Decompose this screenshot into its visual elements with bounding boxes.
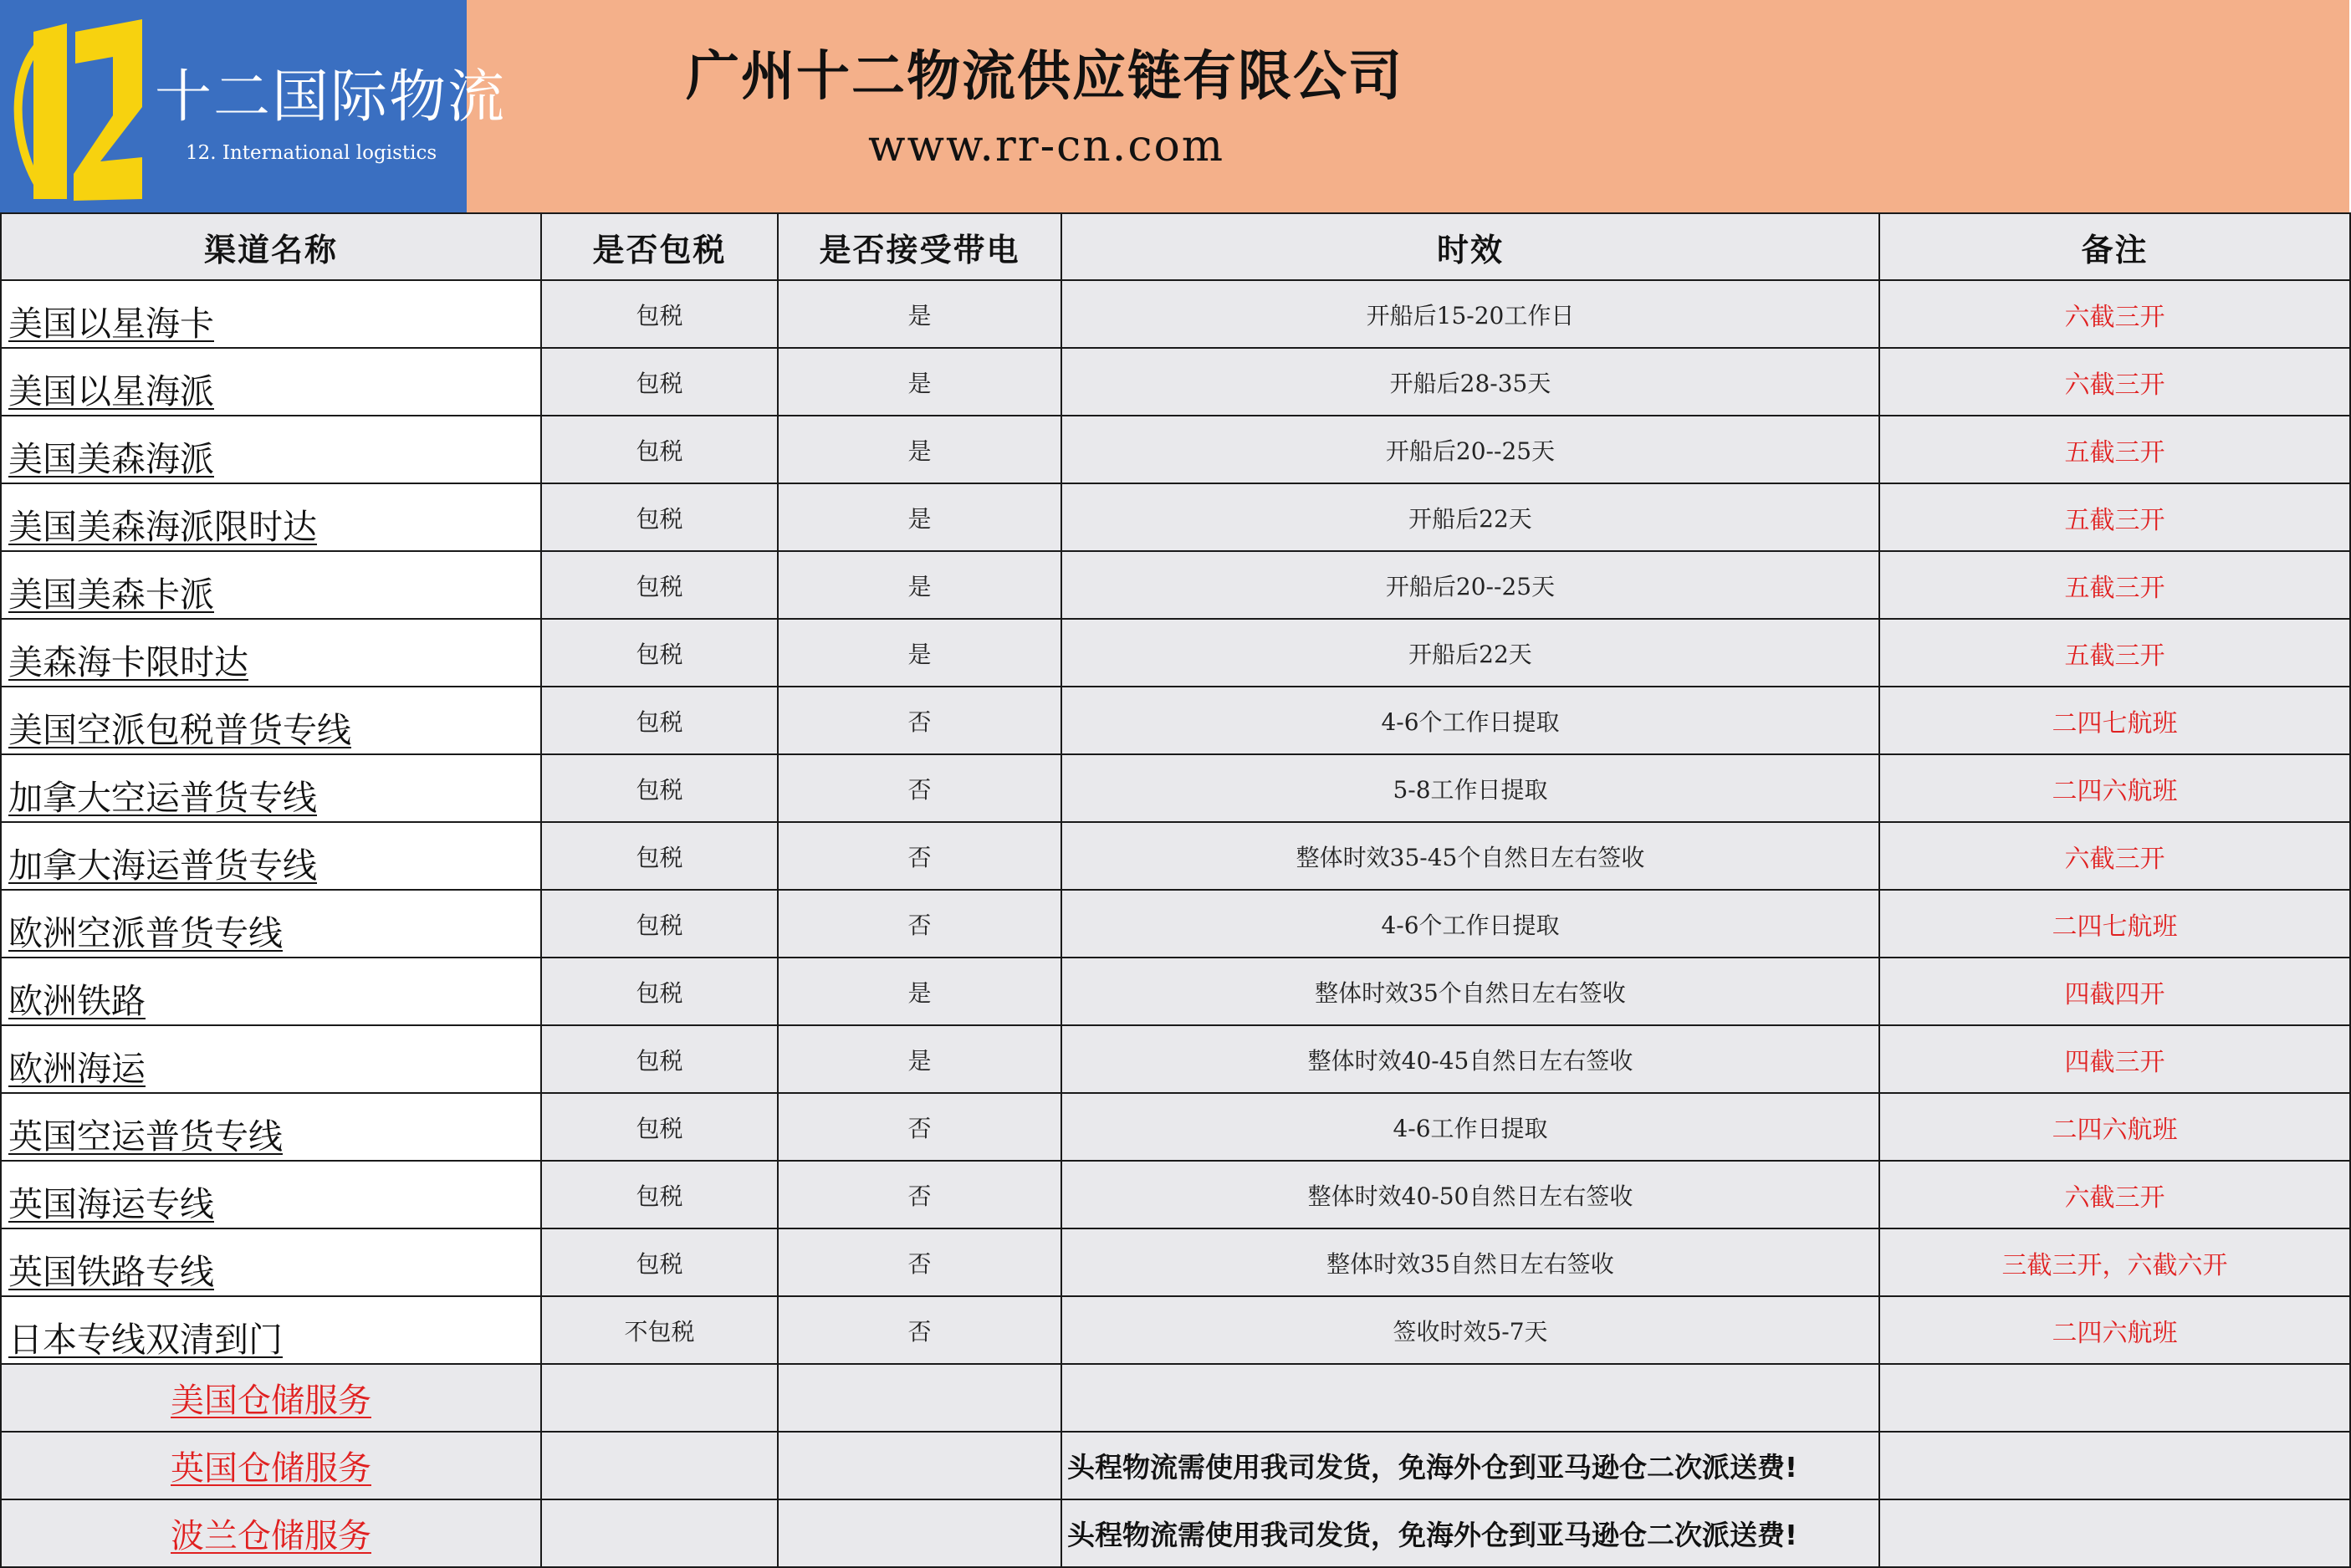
- channel-name-cell: [1, 551, 541, 619]
- channel-name-link[interactable]: 美国美森海派限时达: [8, 507, 317, 547]
- battery-cell: 是: [778, 416, 1061, 483]
- channel-name-link[interactable]: 欧洲空派普货专线: [8, 913, 283, 953]
- remark-text: 五截三开: [2064, 641, 2165, 671]
- service-row: [1, 1364, 2350, 1432]
- transit-time-cell: 4-6工作日提取: [1061, 1093, 1879, 1161]
- transit-time-cell: 签收时效5-7天: [1061, 1296, 1879, 1364]
- logo-chinese-text: 十二国际物流: [155, 64, 507, 130]
- tax-cell: 包税: [541, 619, 778, 687]
- channel-name-link[interactable]: 美国以星海卡: [8, 304, 214, 344]
- remark-cell: [1879, 280, 2350, 348]
- transit-time-cell: 开船后15-20工作日: [1061, 280, 1879, 348]
- channel-name-link[interactable]: 美国美森海派: [8, 439, 214, 479]
- table-row: [1, 822, 2350, 890]
- tax-cell: 包税: [541, 890, 778, 958]
- tax-cell: 包税: [541, 754, 778, 822]
- transit-time-cell: 整体时效35-45个自然日左右签收: [1061, 822, 1879, 890]
- service-link-us-warehouse[interactable]: 美国仓储服务: [171, 1382, 371, 1420]
- tax-cell: 包税: [541, 280, 778, 348]
- channel-name-cell: [1, 1296, 541, 1364]
- tax-cell: 包税: [541, 348, 778, 416]
- battery-cell: 否: [778, 1228, 1061, 1296]
- transit-time-cell: 5-8工作日提取: [1061, 754, 1879, 822]
- transit-time-cell: 整体时效40-50自然日左右签收: [1061, 1161, 1879, 1228]
- column-header-transit-time: 时效: [1061, 213, 1879, 280]
- remark-cell: [1879, 1161, 2350, 1228]
- remark-text: 二四七航班: [2052, 708, 2178, 738]
- battery-cell: 是: [778, 958, 1061, 1025]
- remark-text: 六截三开: [2064, 1182, 2165, 1213]
- service-name-cell: [1, 1432, 541, 1499]
- column-header-battery-accepted: 是否接受带电: [778, 213, 1061, 280]
- transit-time-cell: 整体时效35自然日左右签收: [1061, 1228, 1879, 1296]
- transit-time-cell: 整体时效40-45自然日左右签收: [1061, 1025, 1879, 1093]
- transit-time-cell: 4-6个工作日提取: [1061, 890, 1879, 958]
- table-header-row: [1, 213, 2350, 280]
- remark-cell: [1879, 958, 2350, 1025]
- battery-cell: 是: [778, 483, 1061, 551]
- table-row: [1, 687, 2350, 754]
- battery-cell: 否: [778, 890, 1061, 958]
- tax-cell: 包税: [541, 1025, 778, 1093]
- empty-cell: [541, 1432, 778, 1499]
- channel-table: [0, 212, 2351, 1568]
- service-name-cell: [1, 1499, 541, 1567]
- remark-text: 六截三开: [2064, 370, 2165, 400]
- column-header-tax-included: 是否包税: [541, 213, 778, 280]
- transit-time-cell: 4-6个工作日提取: [1061, 687, 1879, 754]
- channel-name-link[interactable]: 美国以星海派: [8, 371, 214, 411]
- service-row: [1, 1432, 2350, 1499]
- channel-name-link[interactable]: 英国海运专线: [8, 1184, 214, 1224]
- table-row: [1, 1025, 2350, 1093]
- battery-cell: 否: [778, 754, 1061, 822]
- remark-cell: [1879, 551, 2350, 619]
- logo-12-mark-icon: [8, 15, 146, 207]
- service-note: 头程物流需使用我司发货，免海外仓到亚马逊仓二次派送费!: [1061, 1432, 1879, 1499]
- remark-cell: [1879, 416, 2350, 483]
- service-note: 头程物流需使用我司发货，免海外仓到亚马逊仓二次派送费!: [1061, 1499, 1879, 1567]
- remark-cell: [1879, 1093, 2350, 1161]
- table-row: [1, 1161, 2350, 1228]
- tax-cell: 包税: [541, 1161, 778, 1228]
- column-header-remark: 备注: [1879, 213, 2350, 280]
- empty-cell: [778, 1364, 1061, 1432]
- channel-name-link[interactable]: 英国空运普货专线: [8, 1116, 283, 1157]
- channel-name-cell: [1, 890, 541, 958]
- channel-name-cell: [1, 619, 541, 687]
- empty-cell: [541, 1499, 778, 1567]
- tax-cell: 包税: [541, 416, 778, 483]
- battery-cell: 是: [778, 1025, 1061, 1093]
- tax-cell: 包税: [541, 1228, 778, 1296]
- tax-cell: 包税: [541, 687, 778, 754]
- table-row: [1, 1228, 2350, 1296]
- channel-name-cell: [1, 1228, 541, 1296]
- table-row: [1, 890, 2350, 958]
- remark-text: 二四七航班: [2052, 912, 2178, 942]
- channel-name-link[interactable]: 英国铁路专线: [8, 1252, 214, 1292]
- remark-text: 六截三开: [2064, 844, 2165, 874]
- transit-time-cell: 整体时效35个自然日左右签收: [1061, 958, 1879, 1025]
- tax-cell: 不包税: [541, 1296, 778, 1364]
- channel-name-link[interactable]: 美国空派包税普货专线: [8, 710, 351, 750]
- table-row: [1, 348, 2350, 416]
- company-url[interactable]: www.rr-cn.com: [868, 121, 1225, 171]
- channel-name-cell: [1, 1093, 541, 1161]
- table-row: [1, 619, 2350, 687]
- column-header-channel-name: 渠道名称: [1, 213, 541, 280]
- channel-name-link[interactable]: 加拿大空运普货专线: [8, 778, 317, 818]
- remark-cell: [1879, 619, 2350, 687]
- channel-name-cell: [1, 1161, 541, 1228]
- tax-cell: 包税: [541, 1093, 778, 1161]
- battery-cell: 否: [778, 1093, 1061, 1161]
- channel-name-cell: [1, 687, 541, 754]
- table-row: [1, 754, 2350, 822]
- channel-name-cell: [1, 822, 541, 890]
- tax-cell: 包税: [541, 483, 778, 551]
- logo: [0, 0, 507, 212]
- channel-name-cell: [1, 280, 541, 348]
- table-row: [1, 551, 2350, 619]
- table-row: [1, 1093, 2350, 1161]
- remark-cell: [1879, 1228, 2350, 1296]
- channel-name-cell: [1, 754, 541, 822]
- service-name-cell: [1, 1364, 541, 1432]
- tax-cell: 包税: [541, 822, 778, 890]
- table-row: [1, 483, 2350, 551]
- channel-name-link[interactable]: 日本专线双清到门: [8, 1320, 283, 1360]
- transit-time-cell: 开船后20--25天: [1061, 416, 1879, 483]
- channel-name-cell: [1, 483, 541, 551]
- battery-cell: 否: [778, 687, 1061, 754]
- empty-cell: [1879, 1364, 2350, 1432]
- empty-cell: [778, 1499, 1061, 1567]
- remark-cell: [1879, 822, 2350, 890]
- table-row: [1, 1296, 2350, 1364]
- service-row: [1, 1499, 2350, 1567]
- remark-text: 六截三开: [2064, 302, 2165, 332]
- channel-name-link[interactable]: 加拿大海运普货专线: [8, 845, 317, 886]
- remark-cell: [1879, 348, 2350, 416]
- battery-cell: 否: [778, 1296, 1061, 1364]
- channel-name-link[interactable]: 欧洲铁路: [8, 981, 146, 1021]
- remark-text: 四截四开: [2064, 979, 2165, 1009]
- empty-cell: [1879, 1499, 2350, 1567]
- tax-cell: 包税: [541, 958, 778, 1025]
- battery-cell: 是: [778, 348, 1061, 416]
- remark-text: 五截三开: [2064, 505, 2165, 535]
- battery-cell: 否: [778, 1161, 1061, 1228]
- remark-text: 二四六航班: [2052, 776, 2178, 806]
- remark-cell: [1879, 754, 2350, 822]
- company-name: 广州十二物流供应链有限公司: [686, 46, 1403, 108]
- table-row: [1, 416, 2350, 483]
- empty-cell: [1061, 1364, 1879, 1432]
- header-banner: [0, 0, 2349, 212]
- channel-name-cell: [1, 1025, 541, 1093]
- battery-cell: 否: [778, 822, 1061, 890]
- transit-time-cell: 开船后20--25天: [1061, 551, 1879, 619]
- transit-time-cell: 开船后22天: [1061, 619, 1879, 687]
- remark-text: 二四六航班: [2052, 1115, 2178, 1145]
- remark-cell: [1879, 483, 2350, 551]
- battery-cell: 是: [778, 551, 1061, 619]
- battery-cell: 是: [778, 619, 1061, 687]
- channel-name-cell: [1, 416, 541, 483]
- tax-cell: 包税: [541, 551, 778, 619]
- remark-text: 四截三开: [2064, 1047, 2165, 1077]
- empty-cell: [541, 1364, 778, 1432]
- table-row: [1, 958, 2350, 1025]
- logo-english-text: 12. International logistics: [186, 142, 437, 164]
- channel-name-cell: [1, 958, 541, 1025]
- remark-cell: [1879, 1025, 2350, 1093]
- remark-text: 二四六航班: [2052, 1318, 2178, 1348]
- transit-time-cell: 开船后22天: [1061, 483, 1879, 551]
- service-link-uk-warehouse[interactable]: 英国仓储服务: [171, 1449, 371, 1488]
- service-link-poland-warehouse[interactable]: 波兰仓储服务: [171, 1517, 371, 1555]
- remark-text: 五截三开: [2064, 573, 2165, 603]
- channel-name-link[interactable]: 美森海卡限时达: [8, 642, 248, 682]
- battery-cell: 是: [778, 280, 1061, 348]
- channel-name-cell: [1, 348, 541, 416]
- channel-name-link[interactable]: 欧洲海运: [8, 1049, 146, 1089]
- remark-text: 五截三开: [2064, 437, 2165, 467]
- remark-text: 三截三开，六截六开: [2001, 1250, 2228, 1280]
- transit-time-cell: 开船后28-35天: [1061, 348, 1879, 416]
- remark-cell: [1879, 1296, 2350, 1364]
- table-row: [1, 280, 2350, 348]
- remark-cell: [1879, 687, 2350, 754]
- empty-cell: [778, 1432, 1061, 1499]
- remark-cell: [1879, 890, 2350, 958]
- channel-name-link[interactable]: 美国美森卡派: [8, 575, 214, 615]
- empty-cell: [1879, 1432, 2350, 1499]
